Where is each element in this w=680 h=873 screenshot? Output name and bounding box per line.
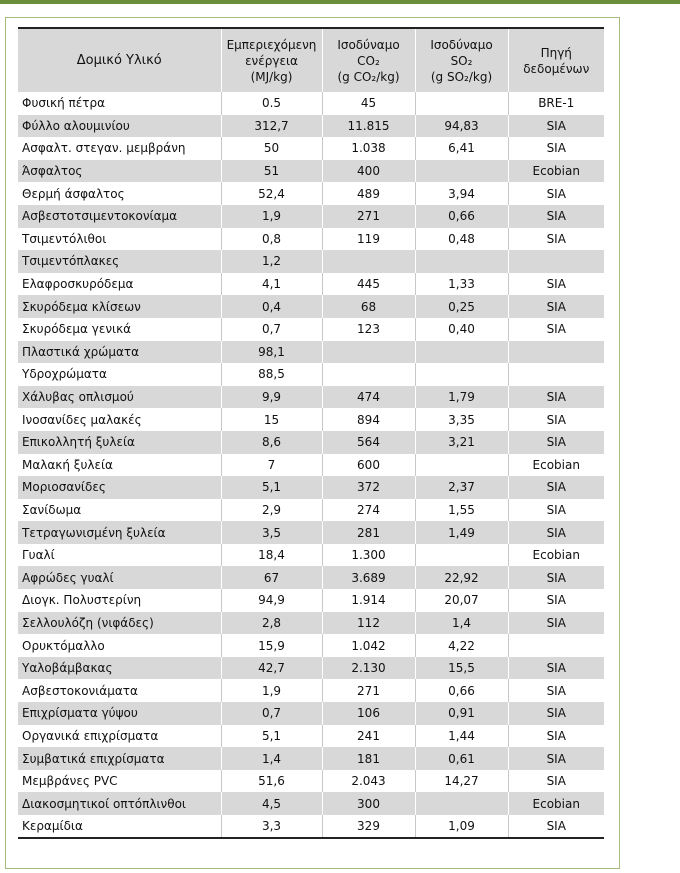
cell-so2: 1,4 (415, 612, 508, 635)
cell-co2 (322, 341, 415, 364)
cell-so2 (415, 544, 508, 567)
cell-co2: 271 (322, 205, 415, 228)
table-row (18, 589, 604, 612)
cell-material: Άσφαλτος (22, 164, 83, 179)
top-accent-bar (0, 0, 680, 4)
table-row (18, 341, 604, 364)
cell-co2: 274 (322, 499, 415, 522)
table-row (18, 544, 604, 567)
cell-source: SIA (508, 747, 604, 770)
cell-source (508, 250, 604, 273)
cell-so2: 0,61 (415, 747, 508, 770)
table-row (18, 792, 604, 815)
table-row (18, 476, 604, 499)
table-row (18, 363, 604, 386)
cell-co2: 112 (322, 612, 415, 635)
table-row (18, 318, 604, 341)
cell-co2: 400 (322, 160, 415, 183)
cell-co2: 3.689 (322, 566, 415, 589)
table-body (18, 92, 604, 838)
cell-embodied-energy: 1,2 (221, 250, 322, 273)
cell-embodied-energy: 312,7 (221, 115, 322, 138)
cell-embodied-energy: 4,1 (221, 273, 322, 296)
cell-embodied-energy: 8,6 (221, 431, 322, 454)
table-row (18, 408, 604, 431)
cell-so2: 3,21 (415, 431, 508, 454)
cell-source (508, 634, 604, 657)
cell-embodied-energy: 0,7 (221, 702, 322, 725)
cell-so2: 3,94 (415, 182, 508, 205)
cell-co2: 300 (322, 792, 415, 815)
cell-co2: 106 (322, 702, 415, 725)
cell-co2: 474 (322, 386, 415, 409)
cell-source: SIA (508, 386, 604, 409)
cell-source: SIA (508, 770, 604, 793)
header-co2-equivalent: Ισοδύναμο CO₂ (g CO₂/kg) (322, 28, 415, 92)
cell-material: Υαλοβάμβακας (22, 661, 113, 676)
cell-source: SIA (508, 679, 604, 702)
cell-material: Πλαστικά χρώματα (22, 344, 139, 359)
cell-material: Οργανικά επιχρίσματα (22, 728, 159, 743)
cell-embodied-energy: 15,9 (221, 634, 322, 657)
cell-material: Σελλουλόζη (νιφάδες) (22, 615, 154, 630)
cell-material: Φυσική πέτρα (22, 96, 106, 111)
cell-embodied-energy: 51 (221, 160, 322, 183)
cell-material: Αφρώδες γυαλί (22, 570, 114, 585)
table-row (18, 634, 604, 657)
table-row (18, 566, 604, 589)
cell-material: Ινοσανίδες μαλακές (22, 412, 142, 427)
cell-material: Υδροχρώματα (22, 367, 107, 382)
cell-so2: 2,37 (415, 476, 508, 499)
cell-material: Μοριοσανίδες (22, 480, 106, 495)
table-row (18, 725, 604, 748)
cell-source: SIA (508, 295, 604, 318)
table-row (18, 657, 604, 680)
cell-embodied-energy: 15 (221, 408, 322, 431)
table-row (18, 702, 604, 725)
cell-co2: 1.038 (322, 137, 415, 160)
cell-source: SIA (508, 431, 604, 454)
cell-material: Συμβατικά επιχρίσματα (22, 751, 165, 766)
cell-source (508, 363, 604, 386)
cell-material: Επιχρίσματα γύψου (22, 706, 138, 721)
header-so2-equivalent: Ισοδύναμο SO₂ (g SO₂/kg) (415, 28, 508, 92)
cell-co2: 1.914 (322, 589, 415, 612)
cell-material: Τετραγωνισμένη ξυλεία (22, 525, 166, 540)
cell-so2 (415, 792, 508, 815)
cell-so2 (415, 92, 508, 115)
cell-embodied-energy: 5,1 (221, 476, 322, 499)
table-row (18, 815, 604, 838)
table-row (18, 250, 604, 273)
cell-so2: 0,25 (415, 295, 508, 318)
cell-co2: 281 (322, 521, 415, 544)
cell-material: Επικολλητή ξυλεία (22, 435, 135, 450)
cell-material: Διογκ. Πολυστερίνη (22, 593, 142, 608)
cell-so2: 0,66 (415, 205, 508, 228)
cell-so2: 20,07 (415, 589, 508, 612)
cell-embodied-energy: 18,4 (221, 544, 322, 567)
cell-embodied-energy: 50 (221, 137, 322, 160)
cell-so2: 0,66 (415, 679, 508, 702)
cell-source: SIA (508, 657, 604, 680)
cell-source: SIA (508, 228, 604, 251)
table-row (18, 386, 604, 409)
cell-material: Ελαφροσκυρόδεμα (22, 277, 134, 292)
cell-embodied-energy: 88,5 (221, 363, 322, 386)
cell-source: SIA (508, 521, 604, 544)
cell-embodied-energy: 7 (221, 454, 322, 477)
cell-so2: 1,44 (415, 725, 508, 748)
cell-material: Ασβεστοτσιμεντοκονίαμα (22, 209, 178, 224)
cell-source: SIA (508, 408, 604, 431)
cell-so2: 0,91 (415, 702, 508, 725)
cell-material: Μαλακή ξυλεία (22, 457, 113, 472)
cell-source: SIA (508, 566, 604, 589)
cell-material: Τσιμεντόλιθοι (22, 231, 107, 246)
table-row (18, 454, 604, 477)
cell-material: Φύλλο αλουμινίου (22, 118, 130, 133)
cell-so2: 94,83 (415, 115, 508, 138)
cell-source: SIA (508, 702, 604, 725)
cell-source: SIA (508, 589, 604, 612)
table-row (18, 205, 604, 228)
cell-co2: 445 (322, 273, 415, 296)
cell-embodied-energy: 0.5 (221, 92, 322, 115)
cell-so2: 0,40 (415, 318, 508, 341)
cell-so2: 1,33 (415, 273, 508, 296)
cell-embodied-energy: 0,4 (221, 295, 322, 318)
cell-so2: 1,55 (415, 499, 508, 522)
cell-embodied-energy: 0,8 (221, 228, 322, 251)
cell-embodied-energy: 2,9 (221, 499, 322, 522)
cell-so2: 1,49 (415, 521, 508, 544)
cell-source: Ecobian (508, 544, 604, 567)
cell-source: SIA (508, 815, 604, 838)
cell-co2: 2.130 (322, 657, 415, 680)
cell-embodied-energy: 2,8 (221, 612, 322, 635)
cell-co2: 68 (322, 295, 415, 318)
cell-source: SIA (508, 499, 604, 522)
cell-embodied-energy: 1,4 (221, 747, 322, 770)
table-row (18, 273, 604, 296)
table-header-row (18, 28, 604, 92)
cell-co2: 1.300 (322, 544, 415, 567)
cell-source (508, 341, 604, 364)
cell-co2: 123 (322, 318, 415, 341)
materials-table (18, 27, 604, 839)
cell-so2 (415, 250, 508, 273)
cell-embodied-energy: 51,6 (221, 770, 322, 793)
cell-co2: 329 (322, 815, 415, 838)
cell-co2: 489 (322, 182, 415, 205)
cell-source: Ecobian (508, 454, 604, 477)
table-row (18, 160, 604, 183)
cell-embodied-energy: 94,9 (221, 589, 322, 612)
cell-source: SIA (508, 318, 604, 341)
cell-material: Σκυρόδεμα γενικά (22, 322, 132, 337)
cell-material: Κεραμίδια (22, 818, 83, 833)
cell-source: SIA (508, 725, 604, 748)
cell-embodied-energy: 4,5 (221, 792, 322, 815)
cell-material: Ασφαλτ. στεγαν. μεμβράνη (22, 141, 186, 156)
cell-co2: 564 (322, 431, 415, 454)
cell-embodied-energy: 9,9 (221, 386, 322, 409)
cell-source: Ecobian (508, 160, 604, 183)
cell-co2: 2.043 (322, 770, 415, 793)
table-row (18, 137, 604, 160)
cell-co2: 1.042 (322, 634, 415, 657)
cell-co2: 11.815 (322, 115, 415, 138)
cell-material: Σανίδωμα (22, 502, 82, 517)
cell-so2: 15,5 (415, 657, 508, 680)
cell-co2: 894 (322, 408, 415, 431)
cell-embodied-energy: 1,9 (221, 679, 322, 702)
cell-so2 (415, 160, 508, 183)
cell-embodied-energy: 3,3 (221, 815, 322, 838)
table-row (18, 115, 604, 138)
cell-so2: 1,09 (415, 815, 508, 838)
cell-co2: 600 (322, 454, 415, 477)
cell-material: Σκυρόδεμα κλίσεων (22, 299, 141, 314)
cell-source: SIA (508, 137, 604, 160)
cell-material: Θερμή άσφαλτος (22, 186, 125, 201)
header-material: Δομικό Υλικό (76, 52, 162, 68)
cell-so2: 0,48 (415, 228, 508, 251)
cell-material: Διακοσμητικοί οπτόπλινθοι (22, 796, 186, 811)
cell-source: SIA (508, 273, 604, 296)
cell-material: Ορυκτόμαλλο (22, 638, 105, 653)
cell-so2: 4,22 (415, 634, 508, 657)
table-row (18, 295, 604, 318)
cell-so2 (415, 341, 508, 364)
table-row (18, 92, 604, 115)
table-row (18, 228, 604, 251)
cell-material: Χάλυβας οπλισμού (22, 390, 134, 405)
cell-embodied-energy: 5,1 (221, 725, 322, 748)
cell-co2: 271 (322, 679, 415, 702)
table-row (18, 521, 604, 544)
table-row (18, 431, 604, 454)
cell-embodied-energy: 67 (221, 566, 322, 589)
cell-co2: 181 (322, 747, 415, 770)
cell-material: Ασβεστοκονιάματα (22, 683, 138, 698)
cell-embodied-energy: 1,9 (221, 205, 322, 228)
cell-source: SIA (508, 115, 604, 138)
table-row (18, 499, 604, 522)
cell-material: Μεμβράνες PVC (22, 774, 118, 789)
cell-embodied-energy: 42,7 (221, 657, 322, 680)
cell-source: SIA (508, 205, 604, 228)
cell-co2: 119 (322, 228, 415, 251)
cell-source: SIA (508, 476, 604, 499)
cell-co2: 241 (322, 725, 415, 748)
cell-co2 (322, 250, 415, 273)
cell-so2: 3,35 (415, 408, 508, 431)
cell-so2: 1,79 (415, 386, 508, 409)
cell-material: Γυαλί (22, 548, 55, 563)
cell-embodied-energy: 52,4 (221, 182, 322, 205)
cell-so2: 22,92 (415, 566, 508, 589)
header-embodied-energy: Εμπεριεχόμενη ενέργεια (MJ/kg) (221, 28, 322, 92)
cell-so2 (415, 363, 508, 386)
table-row (18, 679, 604, 702)
cell-so2 (415, 454, 508, 477)
cell-co2: 372 (322, 476, 415, 499)
cell-co2: 45 (322, 92, 415, 115)
table-row (18, 612, 604, 635)
cell-embodied-energy: 0,7 (221, 318, 322, 341)
cell-source: Ecobian (508, 792, 604, 815)
cell-material: Τσιμεντόπλακες (22, 254, 120, 269)
header-data-source: Πηγή δεδομένων (508, 28, 604, 92)
cell-source: BRE-1 (508, 92, 604, 115)
cell-source: SIA (508, 612, 604, 635)
table-row (18, 747, 604, 770)
cell-embodied-energy: 3,5 (221, 521, 322, 544)
cell-so2: 14,27 (415, 770, 508, 793)
cell-so2: 6,41 (415, 137, 508, 160)
table-row (18, 770, 604, 793)
cell-source: SIA (508, 182, 604, 205)
table-row (18, 182, 604, 205)
cell-embodied-energy: 98,1 (221, 341, 322, 364)
cell-co2 (322, 363, 415, 386)
